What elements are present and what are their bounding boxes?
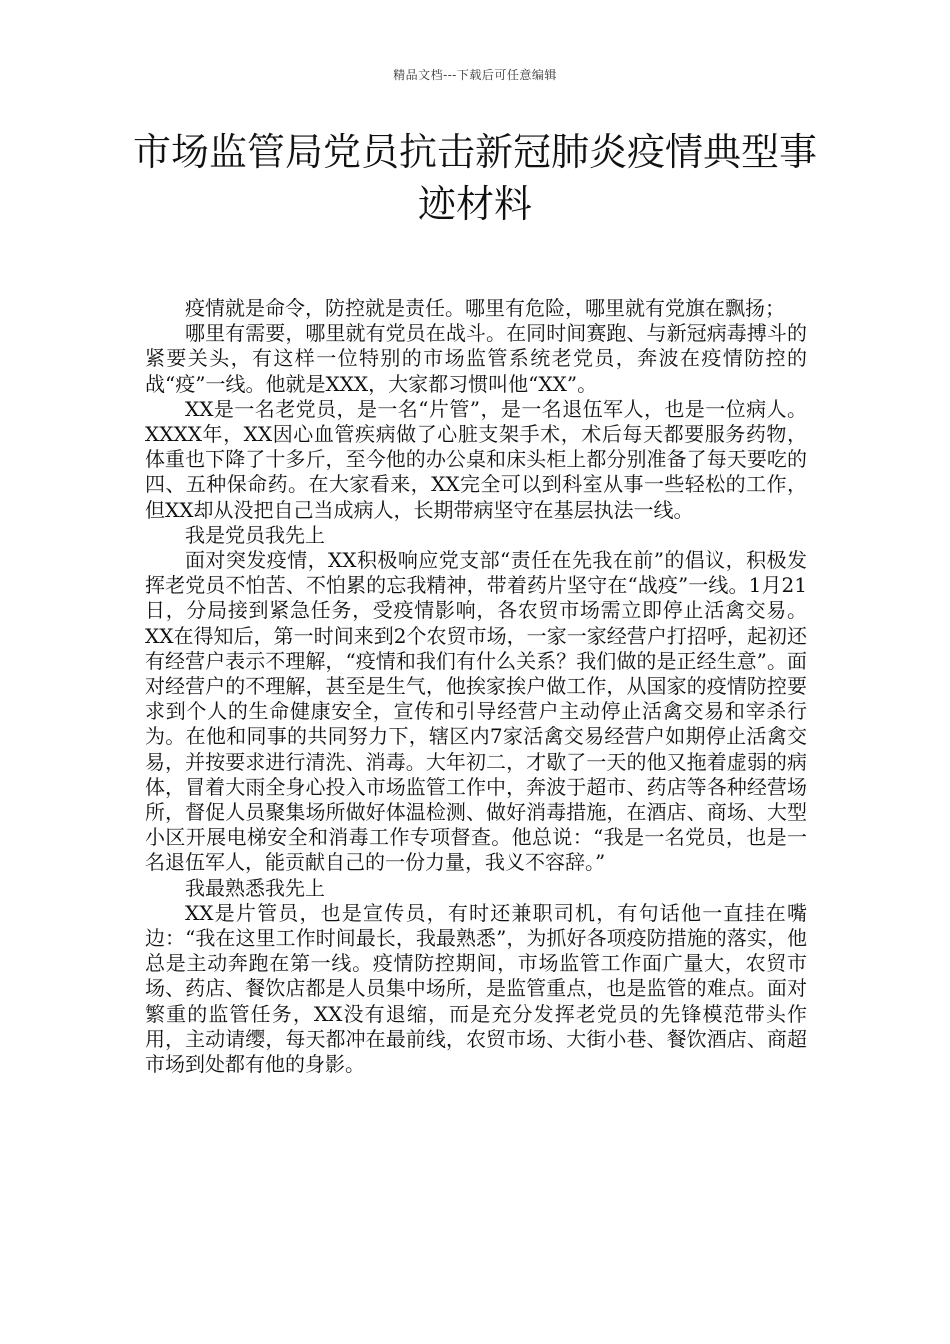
section-heading: 我最熟悉我先上 xyxy=(185,875,325,900)
header-note: 精品文档---下载后可任意编辑 xyxy=(393,68,557,82)
section-heading: 我是党员我先上 xyxy=(185,522,325,547)
paragraph: 面对突发疫情，XX积极响应党支部“责任在先我在前”的倡议，积极发挥老党员不怕苦、不怕累的忘我精神，带着药片坚守在“战疫”一线。1月21日，分局接到紧急任务，受疫情影响，各农贸市场需立即停止活禽交易。XX在得知后，第一时间来到2个农贸市场，一家一家经营户打招呼，起初还有经营户表示不理解，“疫情和我们有什么关系？我们做的是正经生意”。面对经营户的不理解，甚至是生气，他挨家挨户做工作，从国家的疫情防控要求到个人的生命健康安全，宣传和引导经营户主动停止活禽交易和宰杀行为。在他和同事的共同努力下，辖区内7家活禽交易经营户如期停止活禽交易，并按要求进行清洗、消毒。大年初二，才歇了一天的他又拖着虚弱的病体，冒着大雨全身心投入市场监管工作中，奔波于超市、药店等各种经营场所，督促人员聚集场所做好体温检测、做好消毒措施，在酒店、商场、大型小区开展电梯安全和消毒工作专项督查。他总说：“我是一名党员，也是一名退伍军人，能贡献自己的一份力量，我义不容辞。” xyxy=(145,548,807,875)
paragraph: 哪里有需要，哪里就有党员在战斗。在同时间赛跑、与新冠病毒搏斗的紧要关头，有这样一位特别的市场监管系统老党员，奔波在疫情防控的战“疫”一线。他就是XXX，大家都习惯叫他“XX”。 xyxy=(145,321,807,396)
paragraph: XX是一名老党员，是一名“片管”，是一名退伍军人，也是一位病人。XXXX年，XX因心血管疾病做了心脏支架手术，术后每天都要服务药物，体重也下降了十多斤，至今他的办公桌和床头柜上都分别准备了每天要吃的四、五种保命药。在大家看来，XX完全可以到科室从事一些轻松的工作，但XX却从没把自己当成病人，长期带病坚守在基层执法一线。 xyxy=(145,396,807,522)
paragraph: 疫情就是命令，防控就是责任。哪里有危险，哪里就有党旗在飘扬； xyxy=(185,296,785,320)
document-body xyxy=(145,296,807,1077)
paragraph: XX是片管员，也是宣传员，有时还兼职司机，有句话他一直挂在嘴边：“我在这里工作时间最长，我最熟悉”，为抓好各项疫防措施的落实，他总是主动奔跑在第一线。疫情防控期间，市场监管工作面广量大，农贸市场、药店、餐饮店都是人员集中场所，是监管重点，也是监管的难点。面对繁重的监管任务，XX没有退缩，而是充分发挥老党员的先锋模范带头作用，主动请缨，每天都冲在最前线，农贸市场、大街小巷、餐饮酒店、商超市场到处都有他的身影。 xyxy=(145,900,807,1077)
document-title: 市场监管局党员抗击新冠肺炎疫情典型事迹材料 xyxy=(132,130,817,226)
